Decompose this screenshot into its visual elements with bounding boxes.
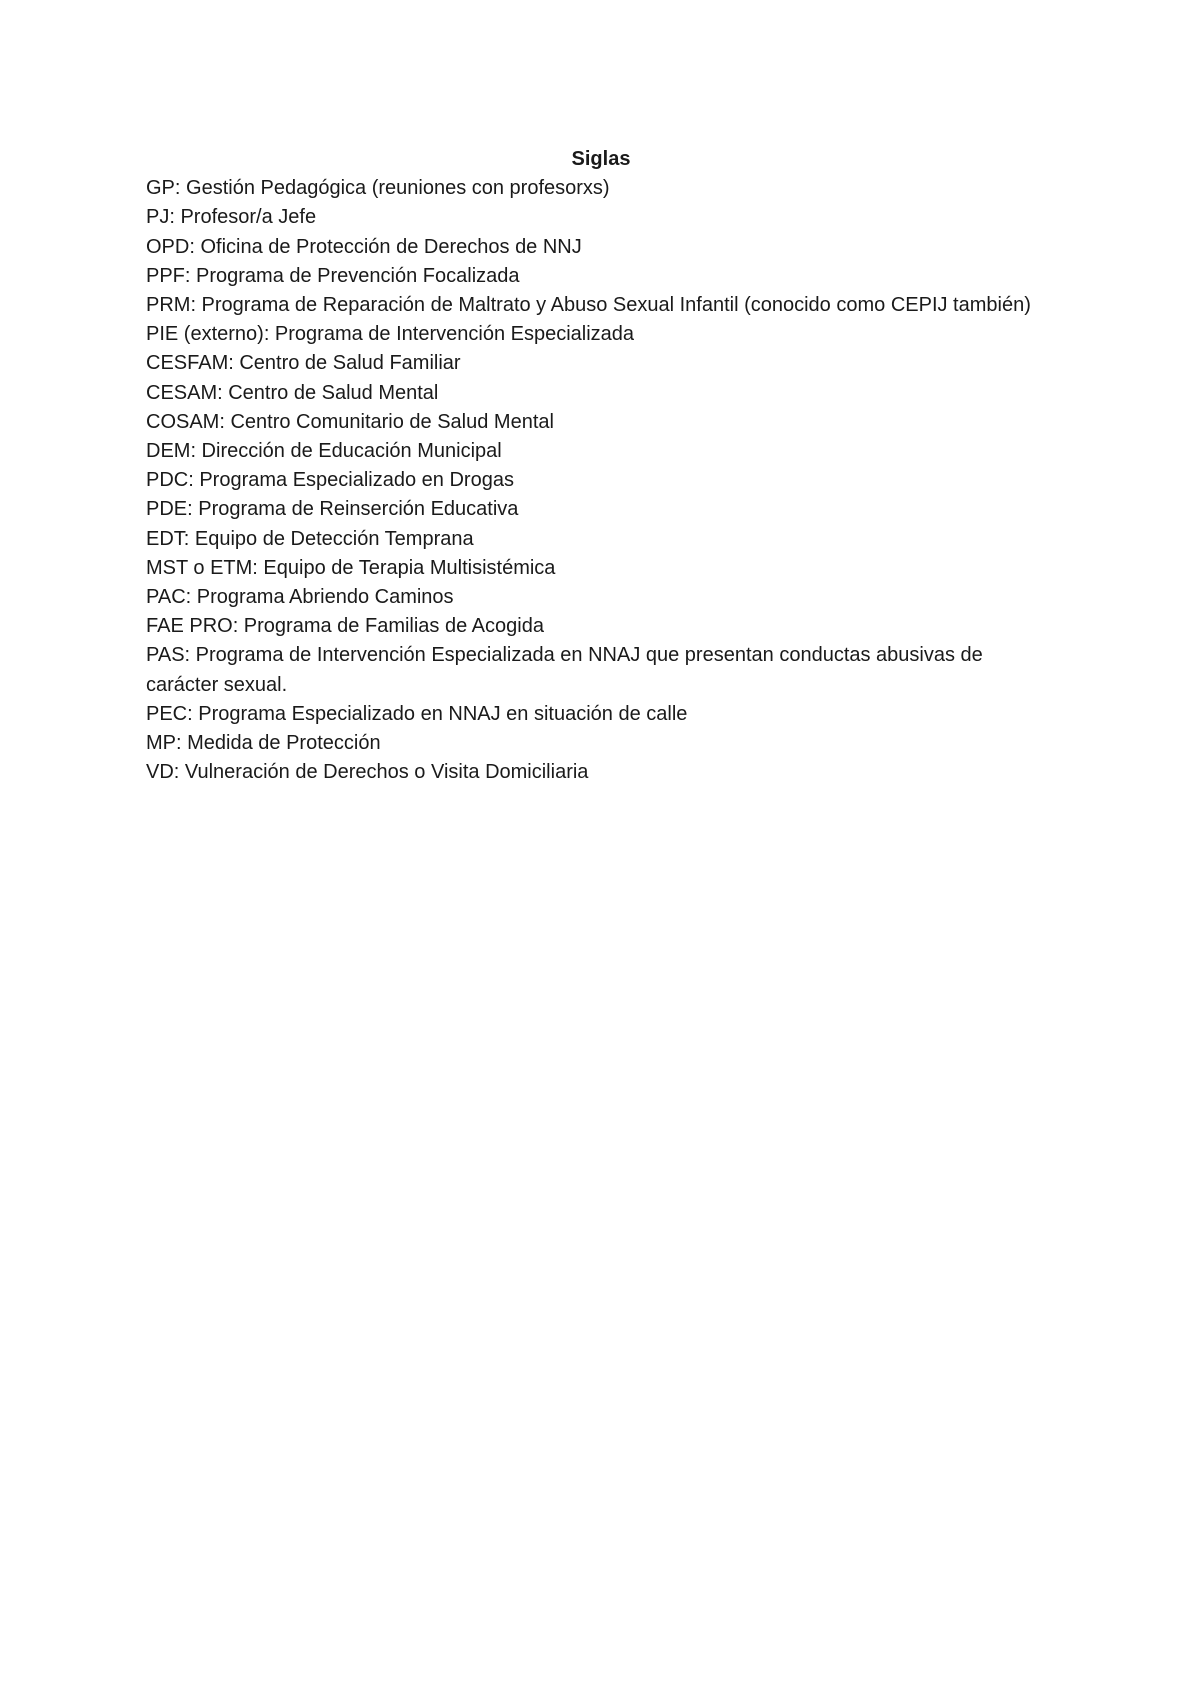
list-item: PPF: Programa de Prevención Focalizada [146, 264, 520, 287]
list-item: FAE PRO: Programa de Familias de Acogida [146, 615, 544, 638]
list-item: PAC: Programa Abriendo Caminos [146, 586, 454, 609]
list-item: PDC: Programa Especializado en Drogas [146, 469, 514, 492]
list-item: EDT: Equipo de Detección Temprana [146, 527, 474, 550]
list-item: COSAM: Centro Comunitario de Salud Mental [146, 410, 554, 433]
list-item: PDE: Programa de Reinserción Educativa [146, 498, 519, 521]
list-item: PAS: Programa de Intervención Especializada en NNAJ que presentan conductas abusivas de carácter sexual. [146, 644, 983, 696]
document-body [146, 145, 1056, 787]
list-item: GP: Gestión Pedagógica (reuniones con profesorxs) [146, 177, 610, 200]
list-item: DEM: Dirección de Educación Municipal [146, 440, 502, 463]
acronym-list [146, 174, 1056, 787]
list-item: MST o ETM: Equipo de Terapia Multisistémica [146, 556, 556, 579]
list-item: PEC: Programa Especializado en NNAJ en situación de calle [146, 702, 688, 725]
list-item: VD: Vulneración de Derechos o Visita Domiciliaria [146, 761, 589, 784]
list-item: MP: Medida de Protección [146, 732, 381, 755]
page-title: Siglas [571, 148, 631, 170]
list-item: PIE (externo): Programa de Intervención Especializada [146, 323, 635, 346]
list-item: PRM: Programa de Reparación de Maltrato y Abuso Sexual Infantil (conocido como CEPIJ también) [146, 294, 1031, 317]
list-item: CESAM: Centro de Salud Mental [146, 381, 439, 404]
list-item: OPD: Oficina de Protección de Derechos de NNJ [146, 235, 582, 258]
list-item: CESFAM: Centro de Salud Familiar [146, 352, 461, 375]
list-item: PJ: Profesor/a Jefe [146, 206, 317, 229]
